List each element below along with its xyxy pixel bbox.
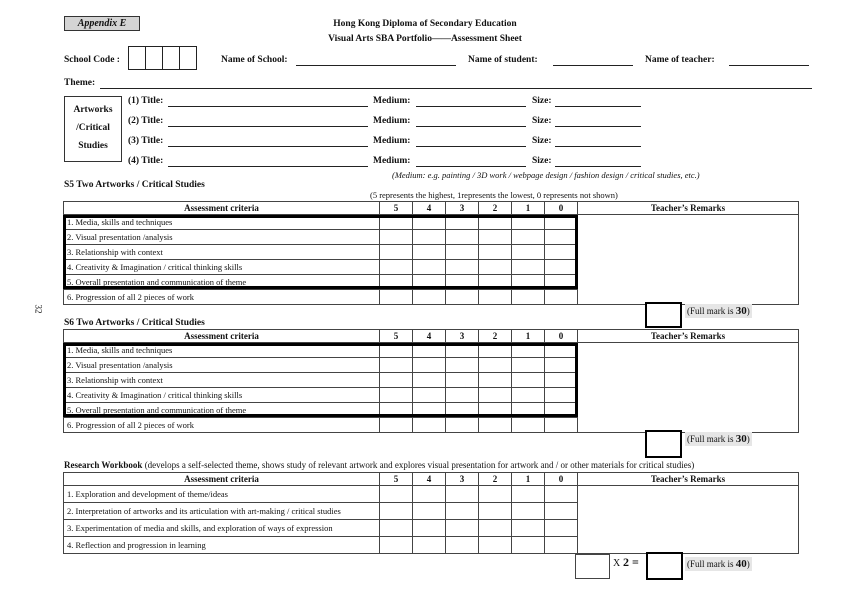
criterion-label: 4. Reflection and progression in learning [64,537,380,554]
artworks-box-line-2: /Critical [76,123,110,133]
criterion-label: 5. Overall presentation and communication of theme [64,275,380,290]
scale-note: (5 represents the highest, 1represents the lowest, 0 represents not shown) [370,190,618,200]
artwork-1-size-label: Size: [532,96,552,106]
artwork-4-medium-label: Medium: [373,156,411,166]
score-header-5: 5 [380,202,413,215]
score-cell[interactable] [512,486,545,503]
criterion-label: 5. Overall presentation and communication of theme [64,403,380,418]
artwork-1-medium-label: Medium: [373,96,411,106]
score-cell[interactable] [479,418,512,433]
artworks-box-line-3: Studies [78,141,108,151]
s6-criteria-highlight [63,343,578,417]
artwork-3-title-field[interactable] [168,146,368,147]
score-cell[interactable] [380,537,413,554]
name-of-student-field[interactable] [553,65,633,66]
criterion-label: 1. Media, skills and techniques [64,215,380,230]
criterion-label: 6. Progression of all 2 pieces of work [64,290,380,305]
score-header-2: 2 [479,330,512,343]
s6-remarks-cell[interactable] [578,343,799,433]
research-full-mark: (Full mark is 40) [687,558,750,570]
artwork-2-medium-field[interactable] [416,126,526,127]
criterion-label: 3. Relationship with context [64,373,380,388]
artwork-1-medium-field[interactable] [416,106,526,107]
criteria-header: Assessment criteria [64,202,380,215]
s5-remarks-cell[interactable] [578,215,799,305]
school-code-box-1[interactable] [128,46,146,70]
research-subtotal-box[interactable] [575,554,610,579]
school-code-box-2[interactable] [145,46,163,70]
name-of-teacher-label: Name of teacher: [645,55,715,65]
school-code-label: School Code : [64,55,120,65]
criterion-label: 1. Media, skills and techniques [64,343,380,358]
score-header-1: 1 [512,330,545,343]
artwork-4-medium-field[interactable] [416,166,526,167]
criterion-label: 4. Creativity & Imagination / critical thinking skills [64,388,380,403]
score-cell[interactable] [446,290,479,305]
research-workbook-heading: Research Workbook (develops a self-selected theme, shows study of relevant artwork and explores visual presentation for artwork and / or other materials for critical studies) [64,460,695,470]
score-cell[interactable] [446,520,479,537]
score-header-5: 5 [380,473,413,486]
score-cell[interactable] [512,290,545,305]
medium-note: (Medium: e.g. painting / 3D work / webpage design / fashion design / critical studies, etc.) [392,170,700,180]
score-header-4: 4 [413,202,446,215]
score-cell[interactable] [545,418,578,433]
score-cell[interactable] [380,418,413,433]
artwork-3-medium-field[interactable] [416,146,526,147]
artwork-3-medium-label: Medium: [373,136,411,146]
page-number: 32 [33,304,44,314]
school-code-box-3[interactable] [162,46,180,70]
score-cell[interactable] [479,520,512,537]
score-header-2: 2 [479,473,512,486]
criteria-header: Assessment criteria [64,473,380,486]
score-cell[interactable] [413,520,446,537]
score-cell[interactable] [380,290,413,305]
score-header-0: 0 [545,473,578,486]
multiplier-x: X [613,558,621,569]
artwork-4-title-field[interactable] [168,166,368,167]
score-cell[interactable] [479,486,512,503]
table-row [64,486,799,503]
score-header-5: 5 [380,330,413,343]
name-of-teacher-field[interactable] [729,65,809,66]
remarks-header: Teacher’s Remarks [578,330,799,343]
score-header-1: 1 [512,473,545,486]
criterion-label: 2. Visual presentation /analysis [64,230,380,245]
artworks-box-line-1: Artworks [73,105,113,115]
criterion-label: 3. Relationship with context [64,245,380,260]
criterion-label: 3. Experimentation of media and skills, and exploration of ways of expression [64,520,380,537]
artworks-box [64,96,122,162]
score-cell[interactable] [380,486,413,503]
score-cell[interactable] [413,290,446,305]
score-cell[interactable] [446,537,479,554]
criterion-label: 2. Visual presentation /analysis [64,358,380,373]
score-header-4: 4 [413,473,446,486]
criterion-label: 6. Progression of all 2 pieces of work [64,418,380,433]
research-criteria-table [63,472,799,554]
score-header-0: 0 [545,202,578,215]
research-total-box[interactable] [646,552,683,580]
score-header-3: 3 [446,202,479,215]
artwork-4-size-label: Size: [532,156,552,166]
s6-heading: S6 Two Artworks / Critical Studies [64,318,205,328]
score-cell[interactable] [512,537,545,554]
score-cell[interactable] [512,418,545,433]
score-header-3: 3 [446,473,479,486]
score-cell[interactable] [413,418,446,433]
artwork-2-title-label: (2) Title: [128,116,164,126]
score-cell[interactable] [512,503,545,520]
score-cell[interactable] [545,520,578,537]
score-header-2: 2 [479,202,512,215]
artwork-2-title-field[interactable] [168,126,368,127]
name-of-school-field[interactable] [296,65,456,66]
criterion-label: 2. Interpretation of artworks and its articulation with art-making / critical studies [64,503,380,520]
name-of-school-label: Name of School: [221,55,288,65]
score-cell[interactable] [545,537,578,554]
artwork-4-size-field[interactable] [555,166,641,167]
document-title: Hong Kong Diploma of Secondary Education [333,19,517,29]
score-cell[interactable] [413,503,446,520]
artwork-4-title-label: (4) Title: [128,156,164,166]
score-cell[interactable] [446,486,479,503]
score-cell[interactable] [479,537,512,554]
criterion-label: 1. Exploration and development of theme/ideas [64,486,380,503]
score-cell[interactable] [512,520,545,537]
score-cell[interactable] [446,418,479,433]
score-cell[interactable] [545,486,578,503]
artwork-1-size-field[interactable] [555,106,641,107]
score-cell[interactable] [380,503,413,520]
score-cell[interactable] [446,503,479,520]
artwork-3-size-label: Size: [532,136,552,146]
theme-field[interactable] [100,88,812,89]
artwork-2-size-label: Size: [532,116,552,126]
s5-heading: S5 Two Artworks / Critical Studies [64,180,205,190]
artwork-1-title-field[interactable] [168,106,368,107]
score-cell[interactable] [479,503,512,520]
remarks-header: Teacher’s Remarks [578,202,799,215]
s6-full-mark: (Full mark is 30) [687,433,750,445]
criterion-label: 4. Creativity & Imagination / critical thinking skills [64,260,380,275]
artwork-3-title-label: (3) Title: [128,136,164,146]
score-cell[interactable] [545,503,578,520]
research-remarks-cell[interactable] [578,486,799,554]
score-header-4: 4 [413,330,446,343]
criteria-header: Assessment criteria [64,330,380,343]
school-code-box-4[interactable] [179,46,197,70]
artwork-1-title-label: (1) Title: [128,96,164,106]
score-cell[interactable] [479,290,512,305]
artwork-3-size-field[interactable] [555,146,641,147]
s5-full-mark: (Full mark is 30) [687,305,750,317]
remarks-header: Teacher’s Remarks [578,473,799,486]
s5-total-box[interactable] [645,302,682,328]
s6-total-box[interactable] [645,430,682,458]
score-cell[interactable] [545,290,578,305]
score-cell[interactable] [413,537,446,554]
score-header-3: 3 [446,330,479,343]
multiplier-value: 2 = [623,555,639,569]
score-cell[interactable] [380,520,413,537]
artwork-2-medium-label: Medium: [373,116,411,126]
artwork-2-size-field[interactable] [555,126,641,127]
score-header-1: 1 [512,202,545,215]
theme-label: Theme: [64,78,96,88]
appendix-label: Appendix E [64,16,140,31]
s5-criteria-highlight [63,215,578,289]
score-header-0: 0 [545,330,578,343]
document-subtitle: Visual Arts SBA Portfolio——Assessment Sheet [328,34,522,44]
name-of-student-label: Name of student: [468,55,538,65]
score-cell[interactable] [413,486,446,503]
